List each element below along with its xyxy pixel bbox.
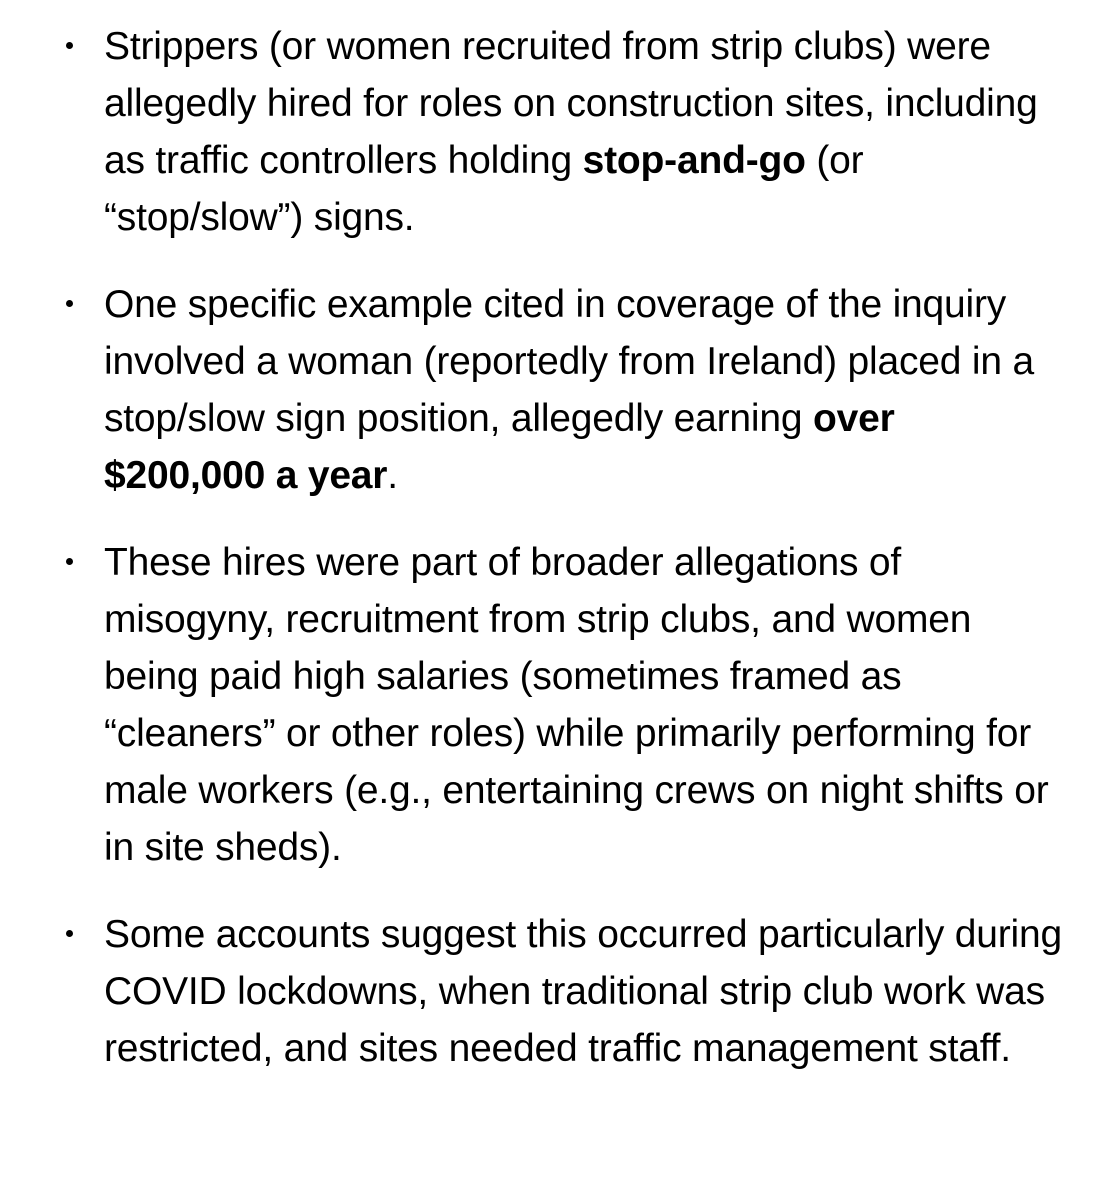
bullet-point-icon bbox=[66, 930, 73, 937]
bullet-text bbox=[104, 541, 1049, 869]
text-segment: These hires were part of broader allegations of misogyny, recruitment from strip clubs, and women being paid high salaries (sometimes framed as “cleaners” or other roles) while primarily performing for male workers (e.g., entertaining crews on night shifts or in site sheds). bbox=[104, 541, 1049, 869]
bullet-point-icon bbox=[66, 558, 73, 565]
bullet-text bbox=[104, 25, 1038, 239]
bullet-point-icon bbox=[66, 42, 73, 49]
text-segment: One specific example cited in coverage of the inquiry involved a woman (reportedly from Ireland) placed in a stop/slow sign position, allegedly earning bbox=[104, 283, 1034, 440]
bullet-item-strippers-hired bbox=[0, 18, 1105, 246]
text-segment: Some accounts suggest this occurred particularly during COVID lockdowns, when traditional strip club work was restricted, and sites needed traffic management staff. bbox=[104, 913, 1062, 1070]
bold-text-segment: stop-and-go bbox=[582, 139, 806, 182]
bullet-item-covid-lockdowns bbox=[0, 906, 1105, 1077]
bold-text-segment: over $200,000 a year bbox=[104, 397, 895, 497]
bullet-item-broader-allegations bbox=[0, 534, 1105, 876]
bullet-point-icon bbox=[66, 300, 73, 307]
bullet-item-specific-example bbox=[0, 276, 1105, 504]
bullet-text bbox=[104, 913, 1062, 1070]
text-segment: (or “stop/slow”) signs. bbox=[104, 139, 864, 239]
text-segment: Strippers (or women recruited from strip clubs) were allegedly hired for roles on construction sites, including as traffic controllers holding bbox=[104, 25, 1038, 182]
text-segment: . bbox=[387, 454, 398, 497]
bullet-text bbox=[104, 283, 1034, 497]
